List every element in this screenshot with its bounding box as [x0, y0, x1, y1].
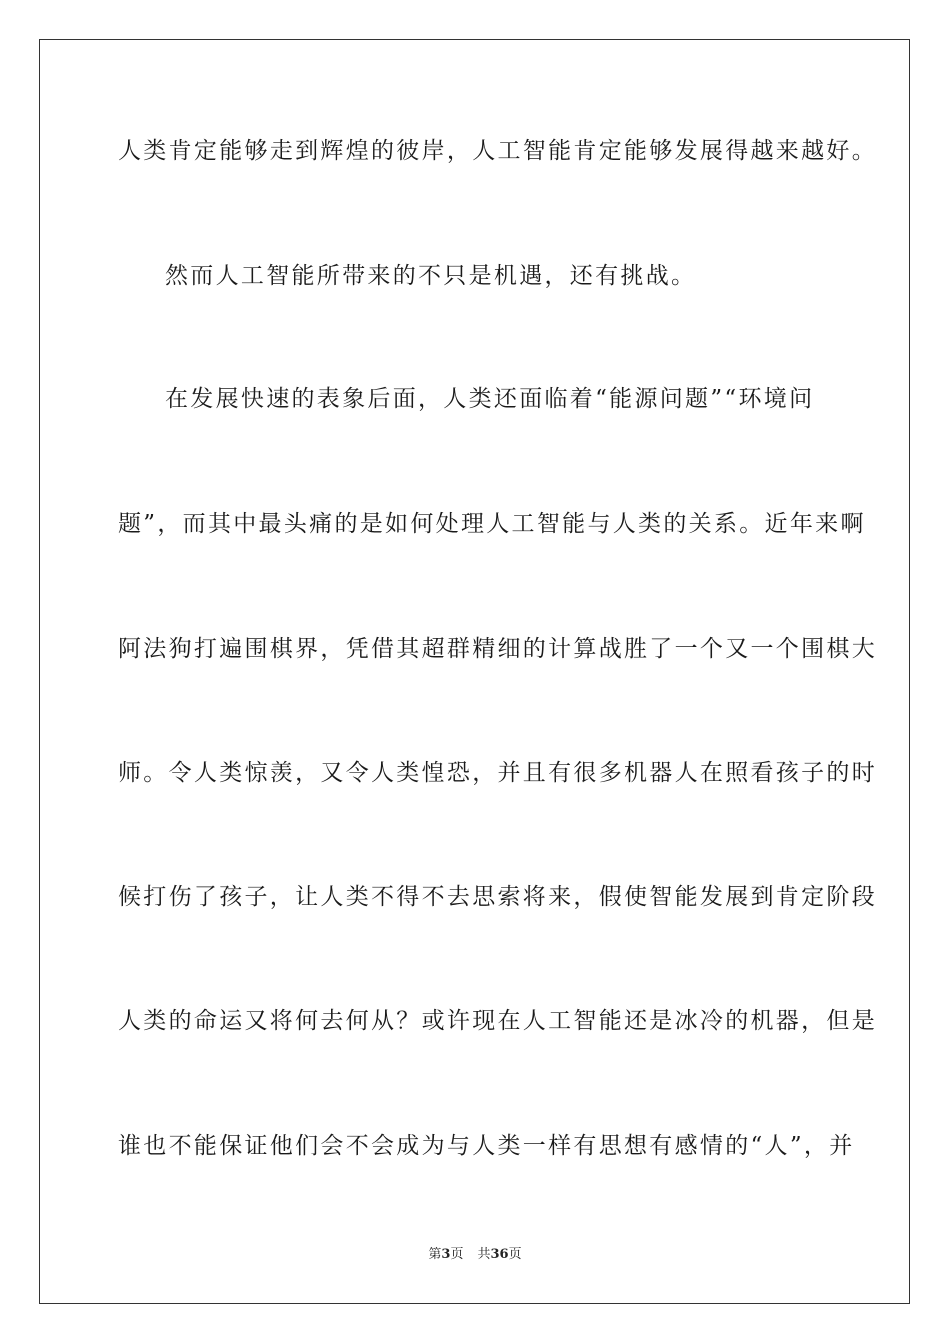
body-line-8: 人类的命运又将何去何从？或许现在人工智能还是冰冷的机器，但是	[118, 1008, 877, 1034]
page-number: 3	[441, 1247, 451, 1262]
body-line-7: 候打伤了孩子，让人类不得不去思索将来，假使智能发展到肯定阶段	[118, 884, 877, 910]
page-prefix: 第	[428, 1247, 442, 1262]
body-line-5: 阿法狗打遍围棋界，凭借其超群精细的计算战胜了一个又一个围棋大	[118, 636, 877, 662]
total-pages: 36	[490, 1247, 509, 1262]
total-prefix: 共	[477, 1247, 491, 1262]
page-border	[39, 39, 910, 1304]
page-suffix: 页	[450, 1247, 464, 1262]
body-line-2: 然而人工智能所带来的不只是机遇，还有挑战。	[165, 263, 697, 289]
body-line-9: 谁也不能保证他们会不会成为与人类一样有思想有感情的“人”，并	[118, 1133, 855, 1159]
body-line-3: 在发展快速的表象后面，人类还面临着“能源问题”“环境问	[165, 386, 815, 412]
page-footer	[0, 1247, 950, 1263]
body-line-1: 人类肯定能够走到辉煌的彼岸，人工智能肯定能够发展得越来越好。	[118, 138, 877, 164]
body-line-6: 师。令人类惊羡，又令人类惶恐，并且有很多机器人在照看孩子的时	[118, 760, 877, 786]
body-line-4: 题”，而其中最头痛的是如何处理人工智能与人类的关系。近年来啊	[118, 511, 866, 537]
total-suffix: 页	[508, 1247, 522, 1262]
